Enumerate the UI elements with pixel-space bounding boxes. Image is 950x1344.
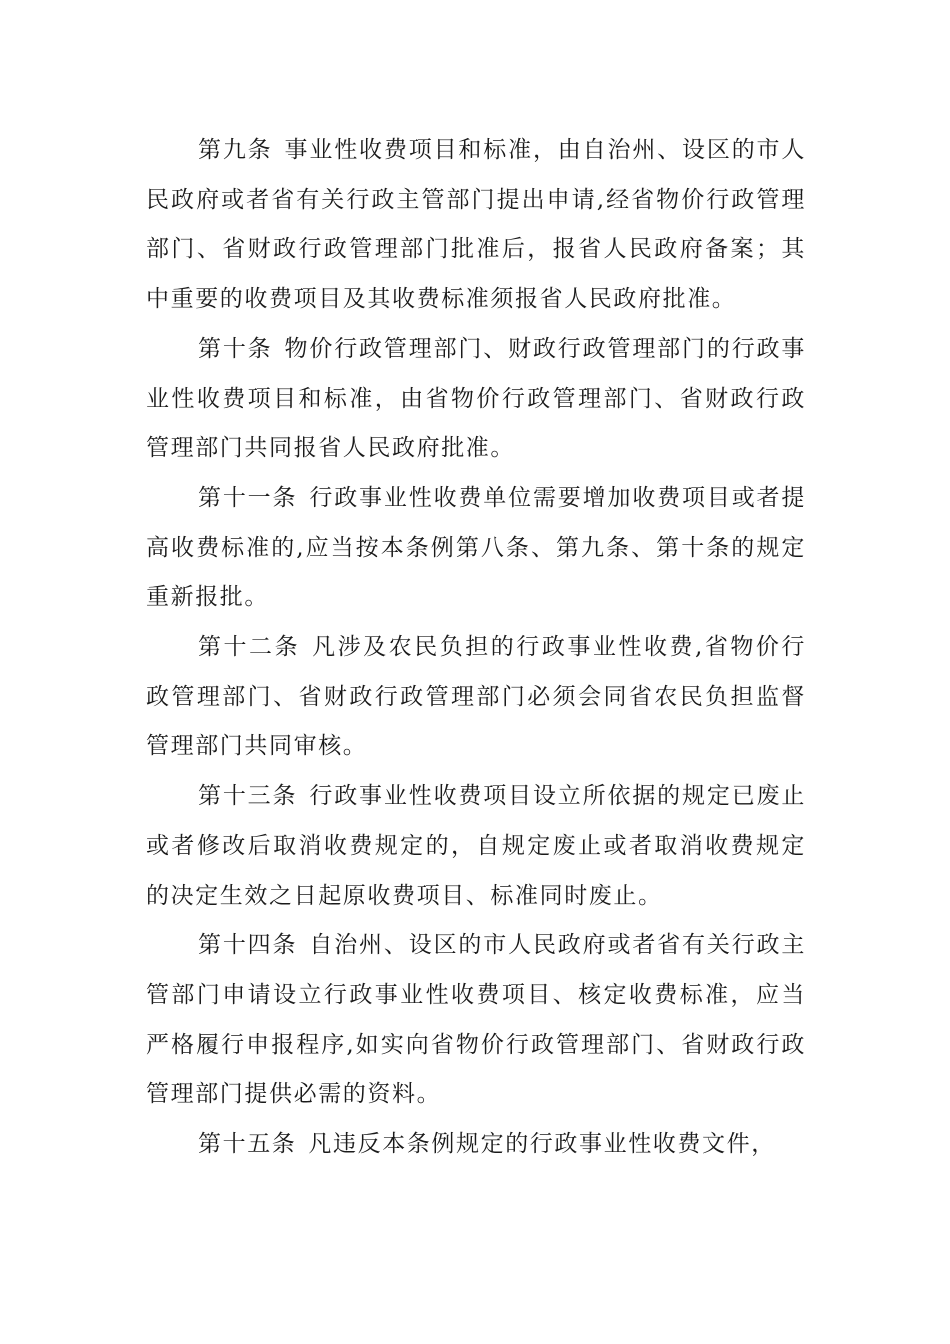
article-number: 第十二条 <box>198 634 301 661</box>
article-text: 物价行政管理部门、财政行政管理部门的行政事业性收费项目和标准，由省物价行政管理部门、省财政行政管理部门共同报省人民政府批准。 <box>146 335 806 462</box>
article-10 <box>146 325 806 474</box>
article-text: 凡违反本条例规定的行政事业性收费文件， <box>308 1131 776 1158</box>
article-number: 第十一条 <box>198 484 298 511</box>
article-number: 第十条 <box>198 335 273 362</box>
article-text: 凡涉及农民负担的行政事业性收费,省物价行政管理部门、省财政行政管理部门必须会同省农民负担监督管理部门共同审核。 <box>146 634 807 760</box>
article-14 <box>146 921 806 1120</box>
article-number: 第十四条 <box>198 932 298 959</box>
article-number: 第九条 <box>198 137 273 163</box>
article-9 <box>146 126 806 325</box>
article-12 <box>146 623 806 772</box>
article-number: 第十五条 <box>198 1131 297 1158</box>
article-15 <box>146 1120 806 1170</box>
article-text: 自治州、设区的市人民政府或者省有关行政主管部门申请设立行政事业性收费项目、核定收费标准，应当严格履行申报程序,如实向省物价行政管理部门、省财政行政管理部门提供必需的资料。 <box>146 932 806 1108</box>
article-text: 事业性收费项目和标准，由自治州、设区的市人民政府或者省有关行政主管部门提出申请,经省物价行政管理部门、省财政行政管理部门批准后，报省人民政府备案；其中重要的收费项目及其收费标准须报省人民政府批准。 <box>146 137 806 313</box>
document-page <box>146 126 806 1170</box>
article-text: 行政事业性收费单位需要增加收费项目或者提高收费标准的,应当按本条例第八条、第九条、第十条的规定重新报批。 <box>146 484 806 611</box>
article-text: 行政事业性收费项目设立所依据的规定已废止或者修改后取消收费规定的，自规定废止或者取消收费规定的决定生效之日起原收费项目、标准同时废止。 <box>146 783 806 909</box>
article-13 <box>146 772 806 921</box>
article-number: 第十三条 <box>198 783 298 810</box>
article-11 <box>146 474 806 623</box>
